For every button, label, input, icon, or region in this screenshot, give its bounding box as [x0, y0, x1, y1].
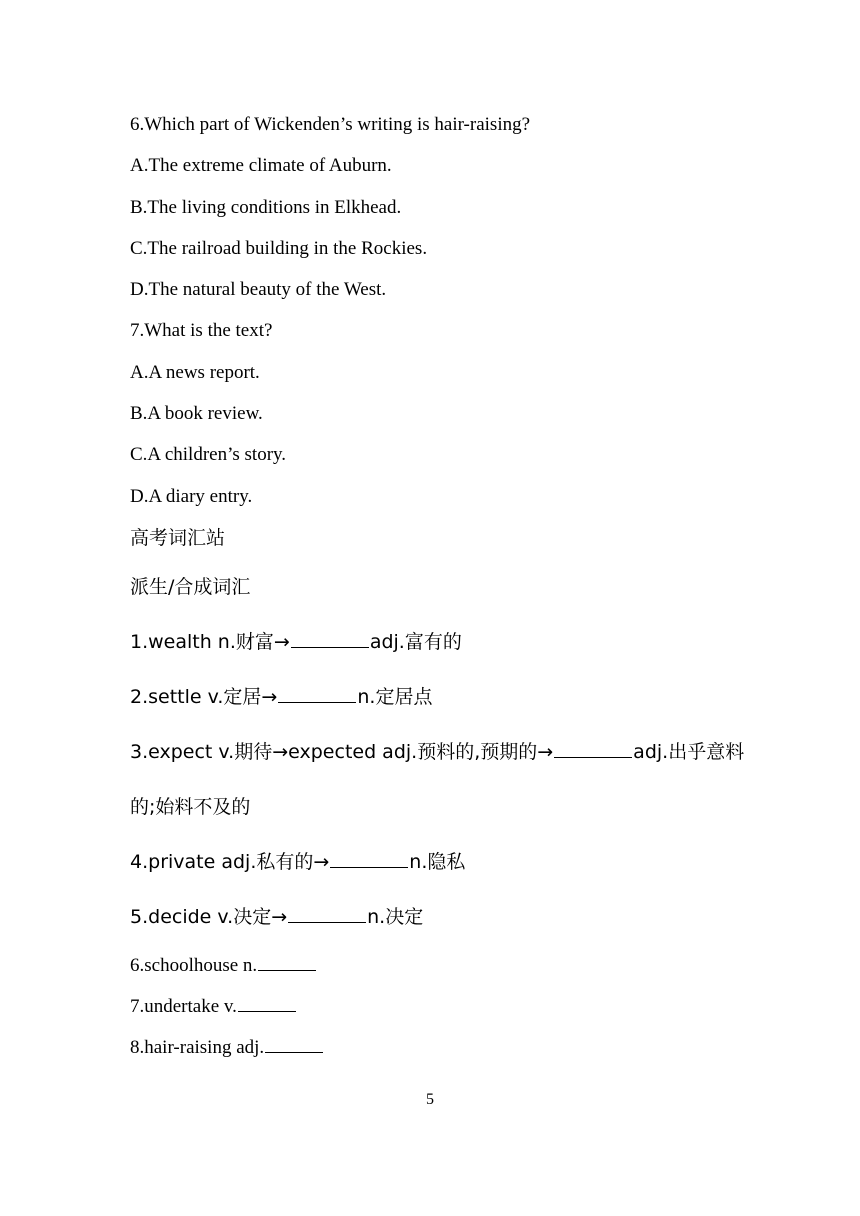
question-6-option-b: B.The living conditions in Elkhead. — [130, 197, 402, 218]
vocab-heading: 高考词汇站 — [130, 527, 226, 549]
vocab-item-6-prompt: 6.schoolhouse n. — [130, 955, 258, 976]
vocab-item-2 — [130, 686, 432, 709]
vocab-item-1-hint: adj.富有的 — [369, 631, 462, 653]
question-7-option-d: D.A diary entry. — [130, 486, 253, 507]
vocab-item-3-continuation: 的;始料不及的 — [130, 796, 251, 818]
vocab-item-5-prompt: 5.decide v.决定→ — [130, 906, 288, 928]
vocab-item-4-hint: n.隐私 — [409, 851, 466, 873]
page-number: 5 — [426, 1091, 434, 1108]
vocab-item-6 — [130, 954, 317, 977]
question-6-stem: 6.Which part of Wickenden’s writing is hair-raising? — [130, 114, 531, 135]
question-7-option-b: B.A book review. — [130, 403, 263, 424]
vocab-item-2-hint: n.定居点 — [357, 686, 433, 708]
vocab-item-5-blank[interactable] — [288, 906, 366, 923]
vocab-item-7-prompt: 7.undertake v. — [130, 996, 237, 1017]
vocab-item-5 — [130, 906, 423, 929]
question-7-stem: 7.What is the text? — [130, 320, 273, 341]
vocab-item-7 — [130, 995, 297, 1018]
vocab-item-1-blank[interactable] — [291, 631, 369, 648]
vocab-subheading: 派生/合成词汇 — [130, 576, 251, 598]
vocab-item-4 — [130, 851, 465, 874]
question-7-option-c: C.A children’s story. — [130, 444, 287, 465]
vocab-item-3-blank[interactable] — [554, 741, 632, 758]
question-7-option-a: A.A news report. — [130, 362, 260, 383]
vocab-item-3-hint: adj.出乎意料 — [633, 741, 745, 763]
vocab-item-7-blank[interactable] — [238, 995, 296, 1012]
vocab-item-8-blank[interactable] — [265, 1036, 323, 1053]
vocab-item-3 — [130, 741, 744, 764]
vocab-item-8-prompt: 8.hair-raising adj. — [130, 1037, 265, 1058]
question-6-option-c: C.The railroad building in the Rockies. — [130, 238, 428, 259]
vocab-item-1 — [130, 631, 462, 654]
vocab-item-6-blank[interactable] — [258, 954, 316, 971]
question-6-option-a: A.The extreme climate of Auburn. — [130, 155, 392, 176]
vocab-item-8 — [130, 1036, 324, 1059]
vocab-item-3-prompt: 3.expect v.期待→expected adj.预料的,预期的→ — [130, 741, 554, 763]
vocab-item-5-hint: n.决定 — [367, 906, 424, 928]
vocab-item-4-blank[interactable] — [330, 851, 408, 868]
vocab-item-4-prompt: 4.private adj.私有的→ — [130, 851, 330, 873]
vocab-item-1-prompt: 1.wealth n.财富→ — [130, 631, 290, 653]
vocab-item-2-prompt: 2.settle v.定居→ — [130, 686, 278, 708]
question-6-option-d: D.The natural beauty of the West. — [130, 279, 387, 300]
vocab-item-2-blank[interactable] — [278, 686, 356, 703]
